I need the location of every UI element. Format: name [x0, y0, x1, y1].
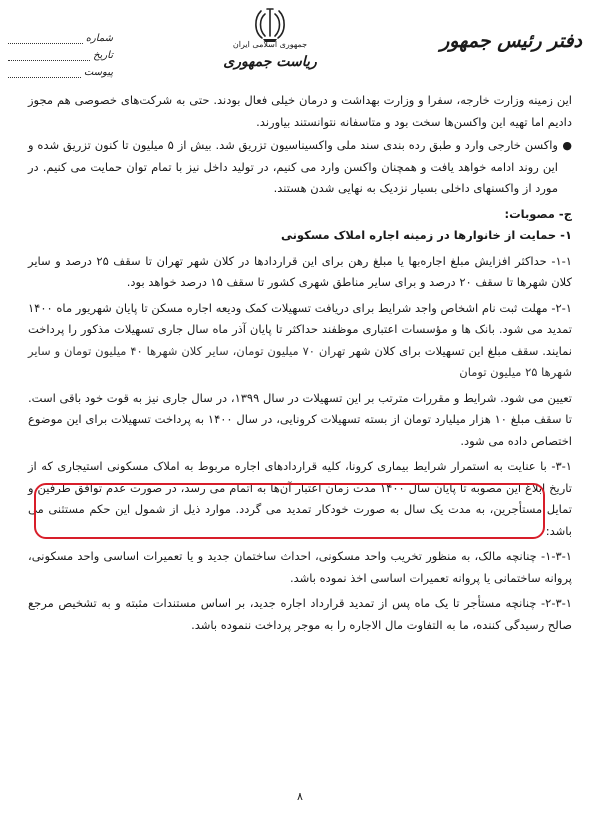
paragraph-1-3: ۳-۱- با عنایت به استمرار شرایط بیماری کرونا، کلیه قراردادهای اجاره مربوط به املاک مسکونی استیجاری که از تاریخ ابلاغ این مصوبه تا پایان سال ۱۴۰۰ مدت زمان اعتبار آن‌ها به اتمام می رسد، در صورت عدم توافق طرفین و تمایل مستأجرین، به مدت یک سال به صورت خودکار تمدید می گردد. موارد ذیل از شمول این حکم مستثنی می باشد:	[28, 459, 572, 538]
paragraph-1-2	[28, 298, 572, 384]
meta-number-dots	[8, 34, 83, 44]
office-title: دفتر رئیس جمهور	[440, 30, 582, 52]
highlighted-paragraph: تعیین می شود. شرایط و مقررات مترتب بر این تسهیلات در سال ۱۳۹۹، در سال جاری نیز به قوت خود باقی است. تا سقف مبلغ ۱۰ هزار میلیارد تومان از بسته تسهیلات کرونایی، در سال ۱۴۰۰ به پرداخت تسهیلات برای این موضوع اختصاص داده می شود.	[28, 390, 573, 448]
meta-attachment-label: پیوست	[83, 67, 113, 78]
document-meta-fields	[8, 30, 113, 81]
meta-number-row	[8, 30, 113, 47]
government-name: جمهوری اسلامی ایران	[232, 40, 308, 49]
letterhead	[0, 0, 600, 86]
iran-emblem-icon	[253, 6, 287, 44]
meta-attachment-row	[8, 64, 113, 81]
paragraph-1-3-1: ۱-۳-۱- چنانچه مالک، به منظور تخریب واحد مسکونی، احداث ساختمان جدید و یا تعمیرات اساسی واحد مسکونی، پروانه ساختمانی یا پروانه تعمیرات اساسی اخذ نموده باشد.	[28, 549, 572, 585]
paragraph-1-2-text: ۲-۱- مهلت ثبت نام اشخاص واجد شرایط برای دریافت تسهیلات کمک ودیعه اجاره مسکن تا پایان شهریور ماه ۱۴۰۰ تمدید می شود. بانک ها و مؤسسات اعتباری موظفند حداکثر تا پایان آذر ماه سال جاری تسهیلات مذکور را پرداخت نمایند. سقف مبلغ این تسهیلات برای کلان شهر	[28, 300, 572, 358]
document-body	[28, 90, 572, 636]
meta-number-label: شماره	[85, 33, 113, 44]
paragraph-1-3-2: ۲-۳-۱- چنانچه مستأجر تا یک ماه پس از تمدید قرارداد اجاره جدید، بر اساس مستندات مثبته و به تشخیص مرجع صالح رسیدگی کننده، ما به التفاوت مال الاجاره را به موجر پرداخت ننموده باشد.	[28, 596, 572, 632]
meta-date-row	[8, 47, 113, 64]
meta-attachment-dots	[8, 68, 81, 78]
page-number: ۸	[297, 790, 303, 803]
bullet-dot-icon: ●	[562, 139, 572, 152]
section-title: ج- مصوبات:	[504, 206, 572, 221]
bullet-paragraph-text: واکسن خارجی وارد و طبق رده بندی سند ملی واکسیناسیون تزریق شد. بیش از ۵ میلیون تا کنون تزریق شده و این روند ادامه خواهد یافت و همچنان واکسن وارد می کنیم، در تولید داخل نیز با تمام توان حمایت می کنیم. در مورد از واکسنهای داخلی بسیار نزدیک به نهایی شدن هستند.	[28, 138, 558, 195]
highlight-annotation-box	[34, 483, 545, 539]
meta-date-dots	[8, 51, 90, 61]
meta-date-label: تاریخ	[93, 50, 113, 61]
paragraph-1-2-partial-line: تهران ۷۰ میلیون تومان، سایر کلان شهرها ۴۰ میلیون تومان و سایر شهرها ۲۵ میلیون تومان	[28, 343, 572, 379]
presidency-title: ریاست جمهوری	[223, 54, 317, 70]
subsection-title: ۱- حمایت از خانوارها در زمینه اجاره املاک مسکونی	[280, 228, 572, 242]
intro-paragraph: این زمینه وزارت خارجه، سفرا و وزارت بهداشت و درمان خیلی فعال بودند. حتی به شرکت‌های خصوصی هم مجوز دادیم اما تهیه این واکسن‌ها سخت بود و متاسفانه نتوانستند بیاورند.	[28, 93, 572, 129]
bullet-paragraph	[28, 135, 572, 200]
paragraph-1-1: ۱-۱- حداکثر افزایش مبلغ اجاره‌بها یا مبلغ رهن برای این قراردادها در کلان شهر تهران تا سقف ۲۵ درصد و سایر کلان شهرها تا سقف ۲۰ درصد و برای سایر مناطق شهری کشور تا سقف ۱۵ درصد خواهد بود.	[28, 253, 572, 289]
